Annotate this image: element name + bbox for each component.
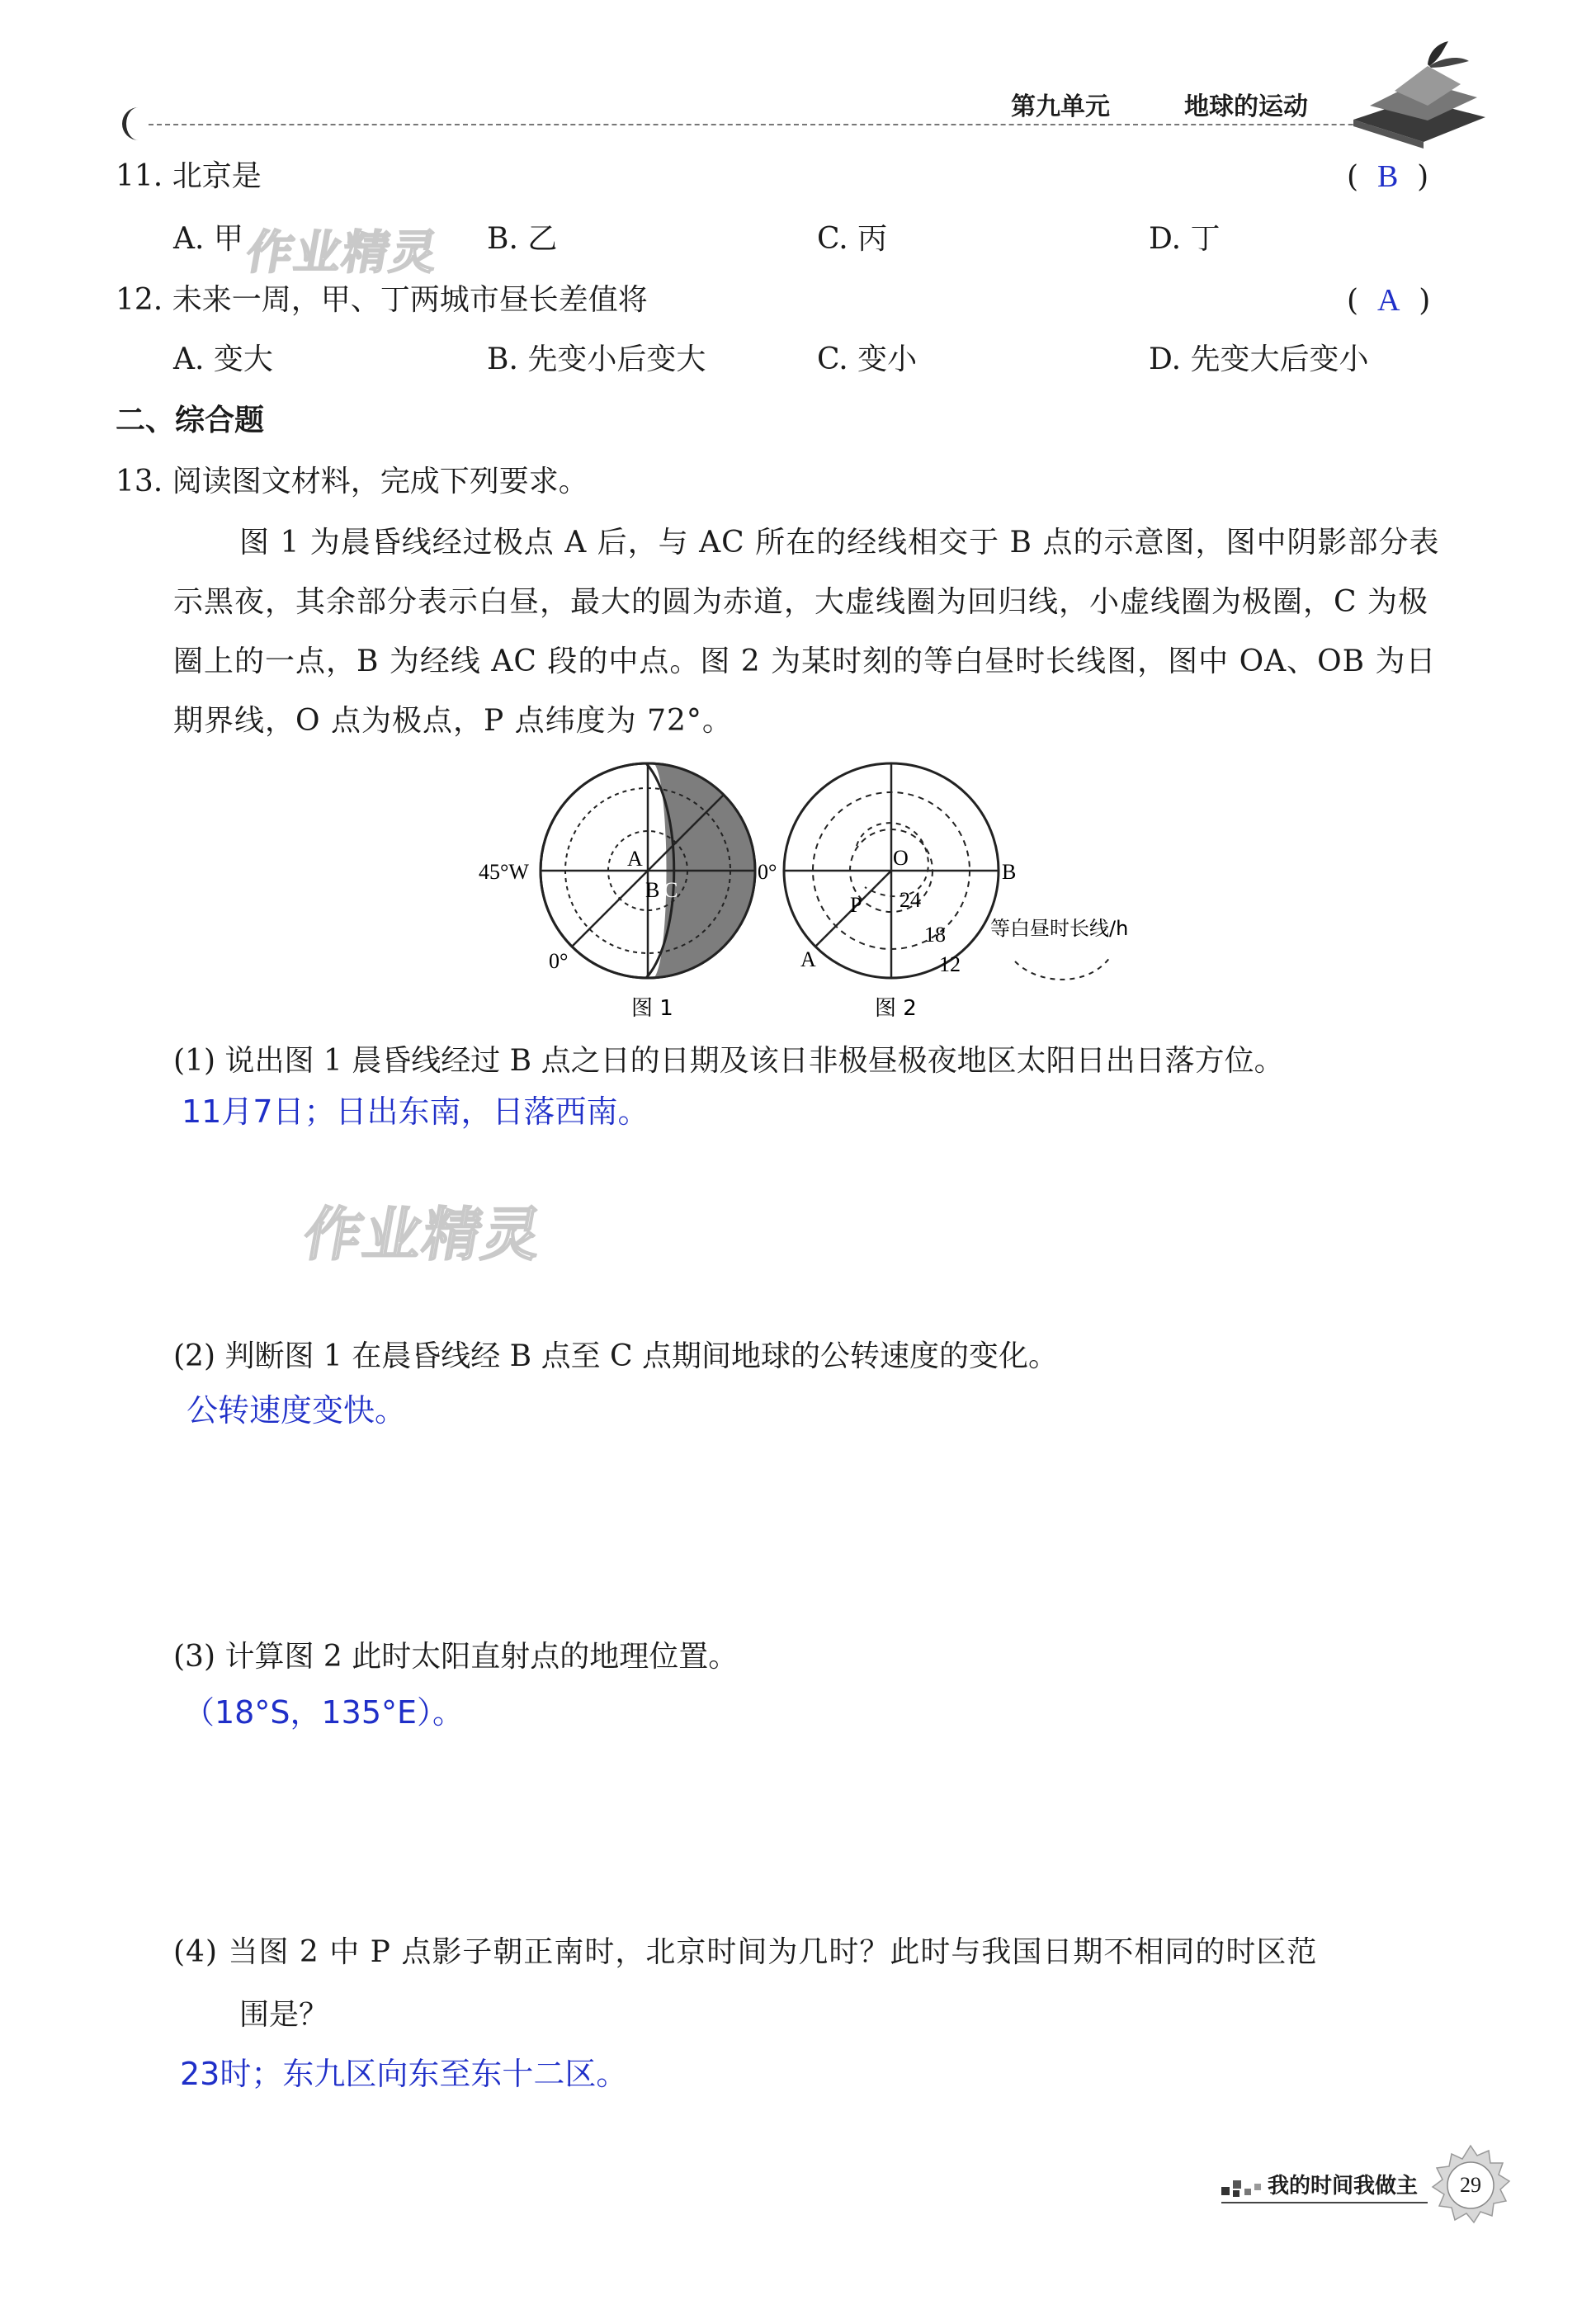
figure-1 bbox=[479, 762, 777, 1021]
fig2-label-18: 18 bbox=[924, 923, 946, 947]
fig1-label-c: C bbox=[663, 878, 678, 902]
header-topic: 地球的运动 bbox=[1184, 92, 1308, 121]
q11-option-c: C. 丙 bbox=[817, 222, 888, 256]
q13-sub4-question-line2: 围是？ bbox=[239, 1998, 329, 2032]
header-dashed-rule bbox=[149, 124, 1461, 125]
q13-sub4-answer: 23时；东九区向东至东十二区。 bbox=[180, 2056, 628, 2092]
q12-option-d: D. 先变大后变小 bbox=[1149, 342, 1369, 376]
q11-option-b: B. 乙 bbox=[487, 222, 558, 256]
header-moon-icon bbox=[116, 106, 149, 142]
fig1-label-west: 45°W bbox=[479, 860, 529, 884]
q12-option-b: B. 先变小后变大 bbox=[487, 342, 706, 376]
fig2-label-o: O bbox=[893, 846, 909, 870]
fig1-label-bottom: 0° bbox=[549, 949, 569, 973]
fig1-caption: 图 1 bbox=[631, 996, 673, 1021]
q11-answer-bracket: ( B ) bbox=[1347, 159, 1429, 194]
fig2-legend-label: 等白昼时长线/h bbox=[990, 917, 1129, 940]
figure-2 bbox=[784, 763, 1128, 1021]
watermark-2: 作业精灵 bbox=[298, 1201, 549, 1268]
q13-sub2-question: (2) 判断图 1 在晨昏线经 B 点至 C 点期间地球的公转速度的变化。 bbox=[173, 1339, 1059, 1373]
q13-sub2-answer: 公转速度变快。 bbox=[187, 1392, 407, 1429]
fig2-label-p: P bbox=[850, 893, 862, 917]
footer-rule bbox=[1221, 2202, 1428, 2203]
fig2-label-a: A bbox=[800, 947, 816, 971]
page-number: 29 bbox=[1460, 2173, 1481, 2197]
books-icon bbox=[1337, 41, 1494, 149]
q13-stem: 13. 阅读图文材料，完成下列要求。 bbox=[116, 465, 588, 498]
q11-answer: B bbox=[1376, 159, 1399, 194]
q12-answer: A bbox=[1376, 283, 1400, 318]
fig2-label-24: 24 bbox=[900, 888, 921, 912]
watermark-1: 作业精灵 bbox=[242, 226, 443, 280]
q11-stem: 11. 北京是 bbox=[116, 159, 262, 193]
page-footer bbox=[1213, 2129, 1527, 2228]
q12-option-a: A. 变大 bbox=[173, 342, 273, 376]
fig2-label-b: B bbox=[1002, 860, 1017, 884]
q13-sub3-question: (3) 计算图 2 此时太阳直射点的地理位置。 bbox=[173, 1640, 739, 1674]
fig1-label-a: A bbox=[627, 847, 643, 871]
page-header bbox=[116, 74, 1568, 149]
q12-option-c: C. 变小 bbox=[817, 342, 918, 376]
footer-slogan: 我的时间我做主 bbox=[1268, 2174, 1419, 2199]
fig2-label-12: 12 bbox=[939, 952, 961, 976]
squares-icon bbox=[1221, 2172, 1264, 2197]
section2-title: 二、综合题 bbox=[116, 404, 265, 437]
q13-sub3-answer: （18°S，135°E）。 bbox=[183, 1694, 465, 1731]
q12-stem: 12. 未来一周，甲、丁两城市昼长差值将 bbox=[116, 283, 648, 317]
header-unit: 第九单元 bbox=[1011, 92, 1110, 121]
q13-sub1-answer: 11月7日；日出东南，日落西南。 bbox=[182, 1093, 649, 1130]
fig1-label-east: 0° bbox=[758, 860, 777, 884]
q13-sub1-question: (1) 说出图 1 晨昏线经过 B 点之日的日期及该日非极昼极夜地区太阳日出日落方位。 bbox=[173, 1044, 1284, 1078]
q11-option-a: A. 甲 bbox=[173, 222, 243, 256]
fig1-label-b: B bbox=[645, 878, 660, 902]
figures bbox=[462, 755, 1180, 1027]
fig2-caption: 图 2 bbox=[875, 996, 917, 1021]
q11-option-d: D. 丁 bbox=[1149, 222, 1221, 256]
q12-answer-bracket: ( A ) bbox=[1347, 283, 1431, 318]
q13-sub4-question-line1: (4) 当图 2 中 P 点影子朝正南时，北京时间为几时？此时与我国日期不相同的时区范 bbox=[173, 1935, 1318, 1969]
q13-material: 图 1 为晨昏线经过极点 A 后，与 AC 所在的经线相交于 B 点的示意图，图中阴影部分表示黑夜，其余部分表示白昼，最大的圆为赤道，大虚线圈为回归线，小虚线圈为极圈，C 为极圈上的一点，B 为经线 AC 段的中点。图 2 为某时刻的等白昼时长线图，图中 OA、OB 为日期界线，O 点为极点，P 点纬度为 72°。 bbox=[173, 526, 1440, 738]
